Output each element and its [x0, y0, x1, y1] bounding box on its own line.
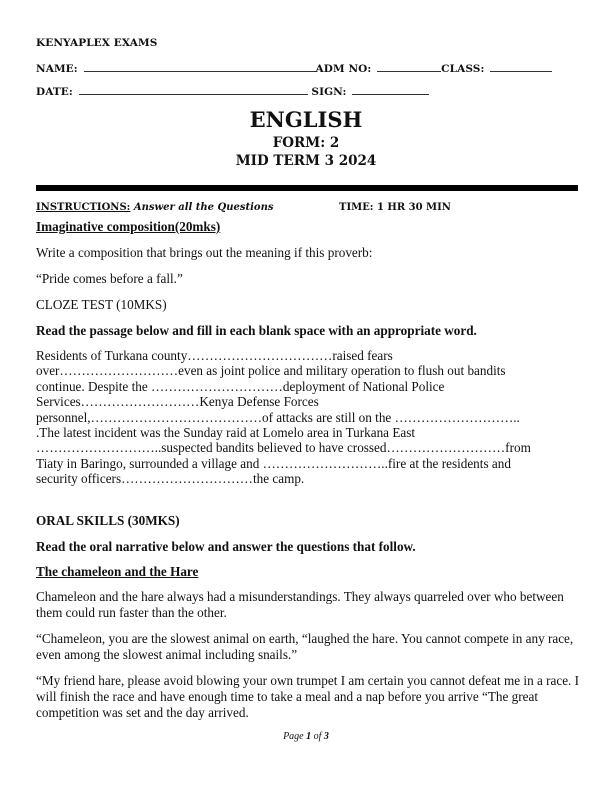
of-word: of: [311, 731, 324, 742]
page-word: Page: [283, 731, 307, 742]
sign-label: SIGN:: [311, 86, 347, 98]
brand-name: KENYAPLEX EXAMS: [36, 37, 158, 49]
instructions: [36, 202, 273, 213]
subject-title: ENGLISH: [249, 107, 363, 132]
instructions-label: INSTRUCTIONS:: [36, 202, 131, 213]
oral-instruction: Read the oral narrative below and answer the questions that follow.: [36, 539, 416, 554]
cloze-line: continue. Despite the …………………………deployment of National Police: [36, 378, 445, 394]
cloze-line: over………………………even as joint police and military operation to flush out bandits: [36, 363, 506, 379]
story-paragraph: “My friend hare, please avoid blowing your own trumpet I am certain you cannot defeat me in a race. I will finish the race and have enough time to take a meal and a nap before you arrive “The great competition was set and the day arrived.: [36, 673, 580, 721]
date-row: [36, 84, 429, 98]
cloze-line: Services………………………Kenya Defense Forces: [36, 394, 319, 410]
date-field[interactable]: [79, 84, 308, 95]
adm-label: ADM NO:: [315, 63, 372, 75]
cloze-instruction: Read the passage below and fill in each blank space with an appropriate word.: [36, 323, 477, 338]
cloze-line: personnel,…………………………………of attacks are still on the ………………………..: [36, 409, 520, 425]
exam-time: TIME: 1 HR 30 MIN: [339, 202, 451, 213]
cloze-heading: CLOZE TEST (10MKS): [36, 297, 167, 312]
name-row: [36, 61, 552, 75]
cloze-line: Residents of Turkana county……………………………raised fears: [36, 348, 393, 363]
adm-field[interactable]: [377, 61, 441, 72]
cloze-line: ………………………..suspected bandits believed to have crossed………………………from: [36, 440, 531, 456]
cloze-line: Tiaty in Baringo, surrounded a village and ………………………..fire at the residents and: [36, 455, 511, 471]
name-field[interactable]: [84, 61, 316, 72]
class-field[interactable]: [490, 61, 552, 72]
composition-prompt: Write a composition that brings out the meaning if this proverb:: [36, 245, 373, 260]
story-paragraph: “Chameleon, you are the slowest animal on earth, “laughed the hare. You cannot compete in any race, even among the slowest animal including snails.”: [36, 631, 574, 663]
name-label: NAME:: [36, 63, 78, 75]
divider-bar: [36, 185, 578, 191]
cloze-passage: [36, 348, 581, 487]
cloze-line: .The latest incident was the Sunday raid at Lomelo area in Turkana East: [36, 425, 416, 441]
story-paragraph: Chameleon and the hare always had a misunderstandings. They always quarreled over who between them could run faster than the other.: [36, 589, 564, 621]
date-label: DATE:: [36, 86, 73, 98]
instructions-text: Answer all the Questions: [130, 202, 274, 213]
page-footer: [0, 731, 612, 742]
class-label: CLASS:: [441, 63, 485, 75]
composition-heading: Imaginative composition(20mks): [36, 219, 221, 234]
story-title: The chameleon and the Hare: [36, 564, 199, 579]
page-number: 1: [306, 731, 312, 742]
form-title: FORM: 2: [272, 135, 340, 151]
composition-proverb: “Pride comes before a fall.”: [36, 271, 183, 286]
oral-heading: ORAL SKILLS (30MKS): [36, 513, 180, 528]
cloze-line: security officers…………………………the camp.: [36, 471, 305, 487]
sign-field[interactable]: [352, 84, 429, 95]
term-title: MID TERM 3 2024: [235, 153, 377, 169]
page-total: 3: [323, 731, 329, 742]
